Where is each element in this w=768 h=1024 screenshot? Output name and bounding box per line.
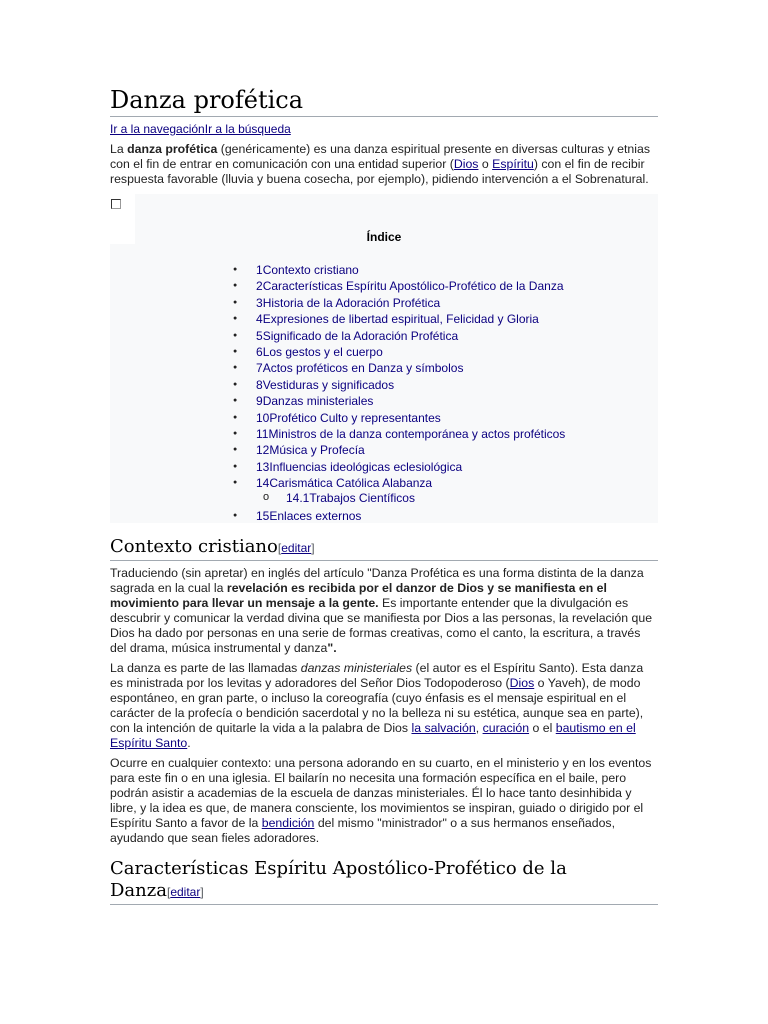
- bendicion-link[interactable]: bendición: [261, 816, 315, 830]
- page-title: Danza profética: [110, 86, 658, 117]
- toc-item[interactable]: ● 5Significado de la Adoración Profética: [256, 328, 565, 344]
- salvacion-link[interactable]: la salvación: [411, 721, 476, 735]
- intro-text: ) con el fin de recibir respuesta favorable (lluvia y buena cosecha, por ejemplo), pidiendo intervención a el Sobrenatural.: [110, 157, 649, 186]
- intro-bold-term: danza profética: [127, 142, 218, 156]
- section-heading-text: Contexto cristiano: [110, 536, 278, 557]
- espiritu-link[interactable]: Espíritu: [492, 157, 534, 171]
- italic-text: danzas ministeriales: [300, 661, 413, 675]
- toc-item[interactable]: ● 6Los gestos y el cuerpo: [256, 344, 565, 360]
- intro-text: (genéricamente) es una danza espiritual presente en diversas culturas y etnias con el fin de entrar en comunicación con una entidad superior (: [110, 142, 650, 171]
- paragraph: Traduciendo (sin apretar) en inglés del artículo "Danza Profética es una forma distinta de la danza sagrada en la cual la revelación es recibida por el danzor de Dios y se manifiesta en el movimiento para llevar un mensaje a la gente. Es importante entender que la divulgación es descubrir y comunicar la verdad divina que se manifiesta por Dios a las personas, la revelación que Dios ha dado por personas en una serie de formas creativas, como el canto, la escritura, a través del drama, música instrumental y danza".: [110, 566, 653, 655]
- paragraph: La danza es parte de las llamadas danzas ministeriales (el autor es el Espíritu Santo). Esta danza es ministrada por los levitas y adoradores del Señor Dios Todopoderoso (Dios o Yaveh), de modo espontáneo, en gran parte, o incluso la coreografía (cuyo énfasis es el mensaje espiritual en el carácter de la profecía o bendición sacerdotal y no la belleza ni su estética, aunque sea en parte), con la intención de quitarle la vida a la palabra de Dios la salvación, curación o el bautismo en el Espíritu Santo.: [110, 661, 644, 750]
- edit-section: [editar]: [277, 541, 315, 555]
- toc-item[interactable]: ● 11Ministros de la danza contemporánea y actos proféticos: [256, 426, 565, 442]
- toc-item[interactable]: ● 13Influencias ideológicas eclesiológica: [256, 459, 565, 475]
- toc-title: Índice: [366, 230, 402, 244]
- jump-links: [110, 122, 658, 137]
- toc-toggle[interactable]: [110, 194, 135, 216]
- toc-item[interactable]: ● 8Vestiduras y significados: [256, 377, 565, 393]
- intro-text: La: [110, 142, 128, 156]
- edit-section: [editar]: [166, 885, 204, 899]
- intro-paragraph: [110, 142, 658, 187]
- toc-item[interactable]: ● 9Danzas ministeriales: [256, 393, 565, 409]
- toc-item[interactable]: ● 4Expresiones de libertad espiritual, Felicidad y Gloria: [256, 311, 565, 327]
- table-of-contents: [110, 194, 658, 523]
- toc-item[interactable]: ● 15Enlaces externos: [256, 508, 565, 524]
- intro-text: o: [478, 157, 493, 171]
- bold-text: revelación es recibida por el danzor de Dios y se manifiesta en el movimiento para llevar un mensaje a la gente.: [110, 581, 607, 610]
- toc-item[interactable]: ● 7Actos proféticos en Danza y símbolos: [256, 360, 565, 376]
- section-heading-contexto: [110, 536, 658, 561]
- edit-link[interactable]: editar: [170, 885, 201, 899]
- toc-item[interactable]: ● 14Carismática Católica Alabanza: [256, 475, 565, 491]
- article: [110, 86, 658, 905]
- edit-link[interactable]: editar: [281, 541, 312, 555]
- section-heading-text: Características Espíritu Apostólico-Profético de la Danza: [110, 858, 567, 901]
- jump-to-navigation-link[interactable]: Ir a la navegación: [110, 122, 205, 136]
- toc-item[interactable]: ● 1Contexto cristiano: [256, 262, 565, 278]
- curacion-link[interactable]: curación: [482, 721, 530, 735]
- toc-subitem[interactable]: o 14.1Trabajos Científicos: [256, 491, 565, 508]
- jump-to-search-link[interactable]: Ir a la búsqueda: [204, 122, 291, 136]
- toc-list: [256, 262, 565, 525]
- bautismo-link[interactable]: bautismo en el Espíritu Santo: [110, 721, 636, 750]
- dios-link[interactable]: Dios: [509, 676, 535, 690]
- toc-item[interactable]: ● 10Profético Culto y representantes: [256, 410, 565, 426]
- paragraph: Ocurre en cualquier contexto: una persona adorando en su cuarto, en el ministerio y en los eventos para este fin o en una iglesia. El bailarín no necesita una formación específica en el baile, pero podrán asistir a academias de la escuela de danzas ministeriales. Él lo hace tanto desinhibida y libre, y la idea es que, de manera consciente, los movimientos se inspiran, guiado o dirigido por el Espíritu Santo a favor de la bendición del mismo "ministrador" o a sus hermanos enseñados, ayudando que sean fieles adoradores.: [110, 756, 652, 845]
- toc-item[interactable]: ● 3Historia de la Adoración Profética: [256, 295, 565, 311]
- toc-item[interactable]: ● 12Música y Profecía: [256, 442, 565, 458]
- toc-item[interactable]: ● 2Características Espíritu Apostólico-Profético de la Danza: [256, 278, 565, 294]
- checkbox-icon[interactable]: [111, 199, 121, 209]
- dios-link[interactable]: Dios: [453, 157, 479, 171]
- section-heading-caracteristicas: [110, 858, 658, 905]
